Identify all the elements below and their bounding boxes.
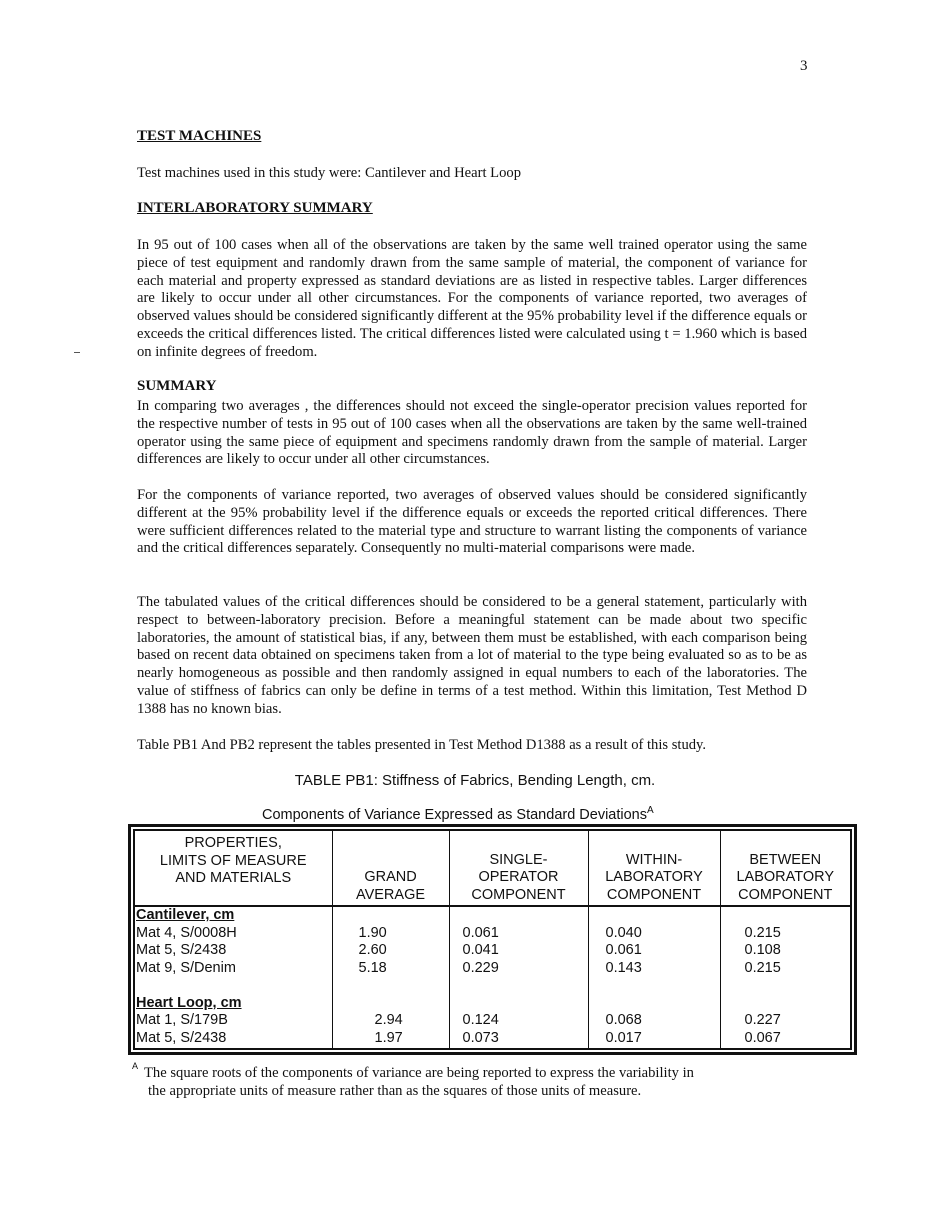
- between-laboratory-value: 0.067: [744, 1029, 781, 1046]
- grand-average-value: 1.97: [374, 1029, 403, 1046]
- group-label: Heart Loop, cm: [136, 994, 242, 1011]
- summary-paragraph-1: In comparing two averages , the differences should not exceed the single-operator precision values reported for the respective number of tests in 95 out of 100 cases when all the observations are taken by the same well-trained operator using the same piece of equipment and specimens randomly drawn from the sample of material. Larger differences are likely to occur under all other circumstances.: [137, 398, 807, 468]
- summary-paragraph-2: For the components of variance reported, two averages of observed values should be considered significantly different at the 95% probability level if the difference equals or exceeds the reported critical differences. There were sufficient differences related to the material type and structure to warrant listing the components of variance and the critical differences separately. Consequently no multi-material comparisons were made.: [137, 487, 807, 557]
- header-grand-average: GRAND AVERAGE: [332, 830, 449, 906]
- page-number: 3: [800, 58, 808, 74]
- within-laboratory-value: 0.143: [605, 959, 642, 976]
- summary-paragraph-3: The tabulated values of the critical differences should be considered to be a general statement, particularly with respect to between-laboratory precision. Before a meaningful statement can be made about two specific laboratories, the amount of statistical bias, if any, between them must be established, with each comparison being based on recent data obtained on specimens taken from a lot of material to the type being evaluated so as to be as nearly homogeneous as possible and then randomly assigned in equal numbers to each of the laboratories. The value of stiffness of fabrics can only be define in terms of a test method. Within this limitation, Test Method D 1388 has no known bias.: [137, 594, 807, 717]
- stiffness-table: [133, 829, 852, 1050]
- single-operator-value: 0.229: [462, 959, 499, 976]
- interlab-paragraph: In 95 out of 100 cases when all of the observations are taken by the same well trained operator using the same piece of test equipment and randomly drawn from the same sample of material, the component of variance for each material and property expressed as standard deviations are as listed in respective tables. Larger differences are likely to occur under all other circumstances. For the components of variance reported, two averages of observed values should be considered significantly different at the 95% probability level if the difference equals or exceeds the critical differences listed. The critical differences listed were calculated using t = 1.960 which is based on infinite degrees of freedom.: [137, 237, 807, 360]
- within-laboratory-value: 0.040: [605, 924, 642, 941]
- header-within-laboratory: WITHIN- LABORATORY COMPONENT: [588, 830, 720, 906]
- materials-column: [134, 906, 332, 1049]
- single-operator-value: 0.061: [462, 924, 499, 941]
- single-operator-column: [449, 906, 588, 1049]
- footnote-text-line-1: The square roots of the components of variance are being reported to express the variability in: [144, 1064, 694, 1081]
- single-operator-value: 0.073: [462, 1029, 499, 1046]
- within-laboratory-column: [588, 906, 720, 1049]
- group-label: Cantilever, cm: [136, 907, 235, 923]
- header-single-operator: SINGLE- OPERATOR COMPONENT: [449, 830, 588, 906]
- header-between-laboratory: BETWEEN LABORATORY COMPONENT: [720, 830, 851, 906]
- material-name: Mat 4, S/0008H: [136, 924, 237, 941]
- between-laboratory-column: [720, 906, 851, 1049]
- grand-average-value: 1.90: [358, 924, 387, 941]
- heading-interlaboratory-summary: INTERLABORATORY SUMMARY: [137, 200, 373, 216]
- table-subtitle-footnote-mark: A: [647, 805, 654, 816]
- material-name: Mat 5, S/2438: [136, 942, 227, 958]
- table-title: TABLE PB1: Stiffness of Fabrics, Bending Length, cm.: [294, 772, 656, 789]
- heading-test-machines: TEST MACHINES: [137, 128, 262, 144]
- footnote-text-line-2: the appropriate units of measure rather than as the squares of those units of measure.: [148, 1082, 642, 1099]
- footnote-mark: A: [132, 1061, 139, 1071]
- test-machines-text: Test machines used in this study were: Cantilever and Heart Loop: [137, 165, 521, 181]
- within-laboratory-value: 0.017: [605, 1029, 642, 1046]
- summary-paragraph-4: Table PB1 And PB2 represent the tables presented in Test Method D1388 as a result of this study.: [137, 737, 707, 753]
- heading-summary: SUMMARY: [137, 378, 217, 394]
- table-frame: [128, 824, 857, 1055]
- material-name: Mat 9, S/Denim: [136, 959, 236, 976]
- between-laboratory-value: 0.227: [744, 1012, 781, 1028]
- header-properties: PROPERTIES, LIMITS OF MEASURE AND MATERIALS: [134, 830, 332, 906]
- within-laboratory-value: 0.068: [605, 1012, 642, 1028]
- material-name: Mat 5, S/2438: [136, 1029, 227, 1046]
- grand-average-value: 5.18: [358, 959, 387, 976]
- single-operator-value: 0.124: [462, 1012, 499, 1028]
- between-laboratory-value: 0.108: [744, 942, 781, 958]
- table-header-row: [134, 830, 851, 906]
- table-footnote: [132, 1059, 772, 1100]
- table-subtitle-text: Components of Variance Expressed as Standard Deviations: [262, 806, 648, 823]
- margin-mark: [74, 352, 80, 353]
- material-name: Mat 1, S/179B: [136, 1012, 228, 1028]
- within-laboratory-value: 0.061: [605, 942, 642, 958]
- grand-average-column: [332, 906, 449, 1049]
- table-subtitle: [262, 805, 654, 823]
- table-body-row: [134, 906, 851, 1049]
- between-laboratory-value: 0.215: [744, 959, 781, 976]
- grand-average-value: 2.60: [358, 942, 387, 958]
- grand-average-value: 2.94: [374, 1012, 403, 1028]
- single-operator-value: 0.041: [462, 942, 499, 958]
- between-laboratory-value: 0.215: [744, 924, 781, 941]
